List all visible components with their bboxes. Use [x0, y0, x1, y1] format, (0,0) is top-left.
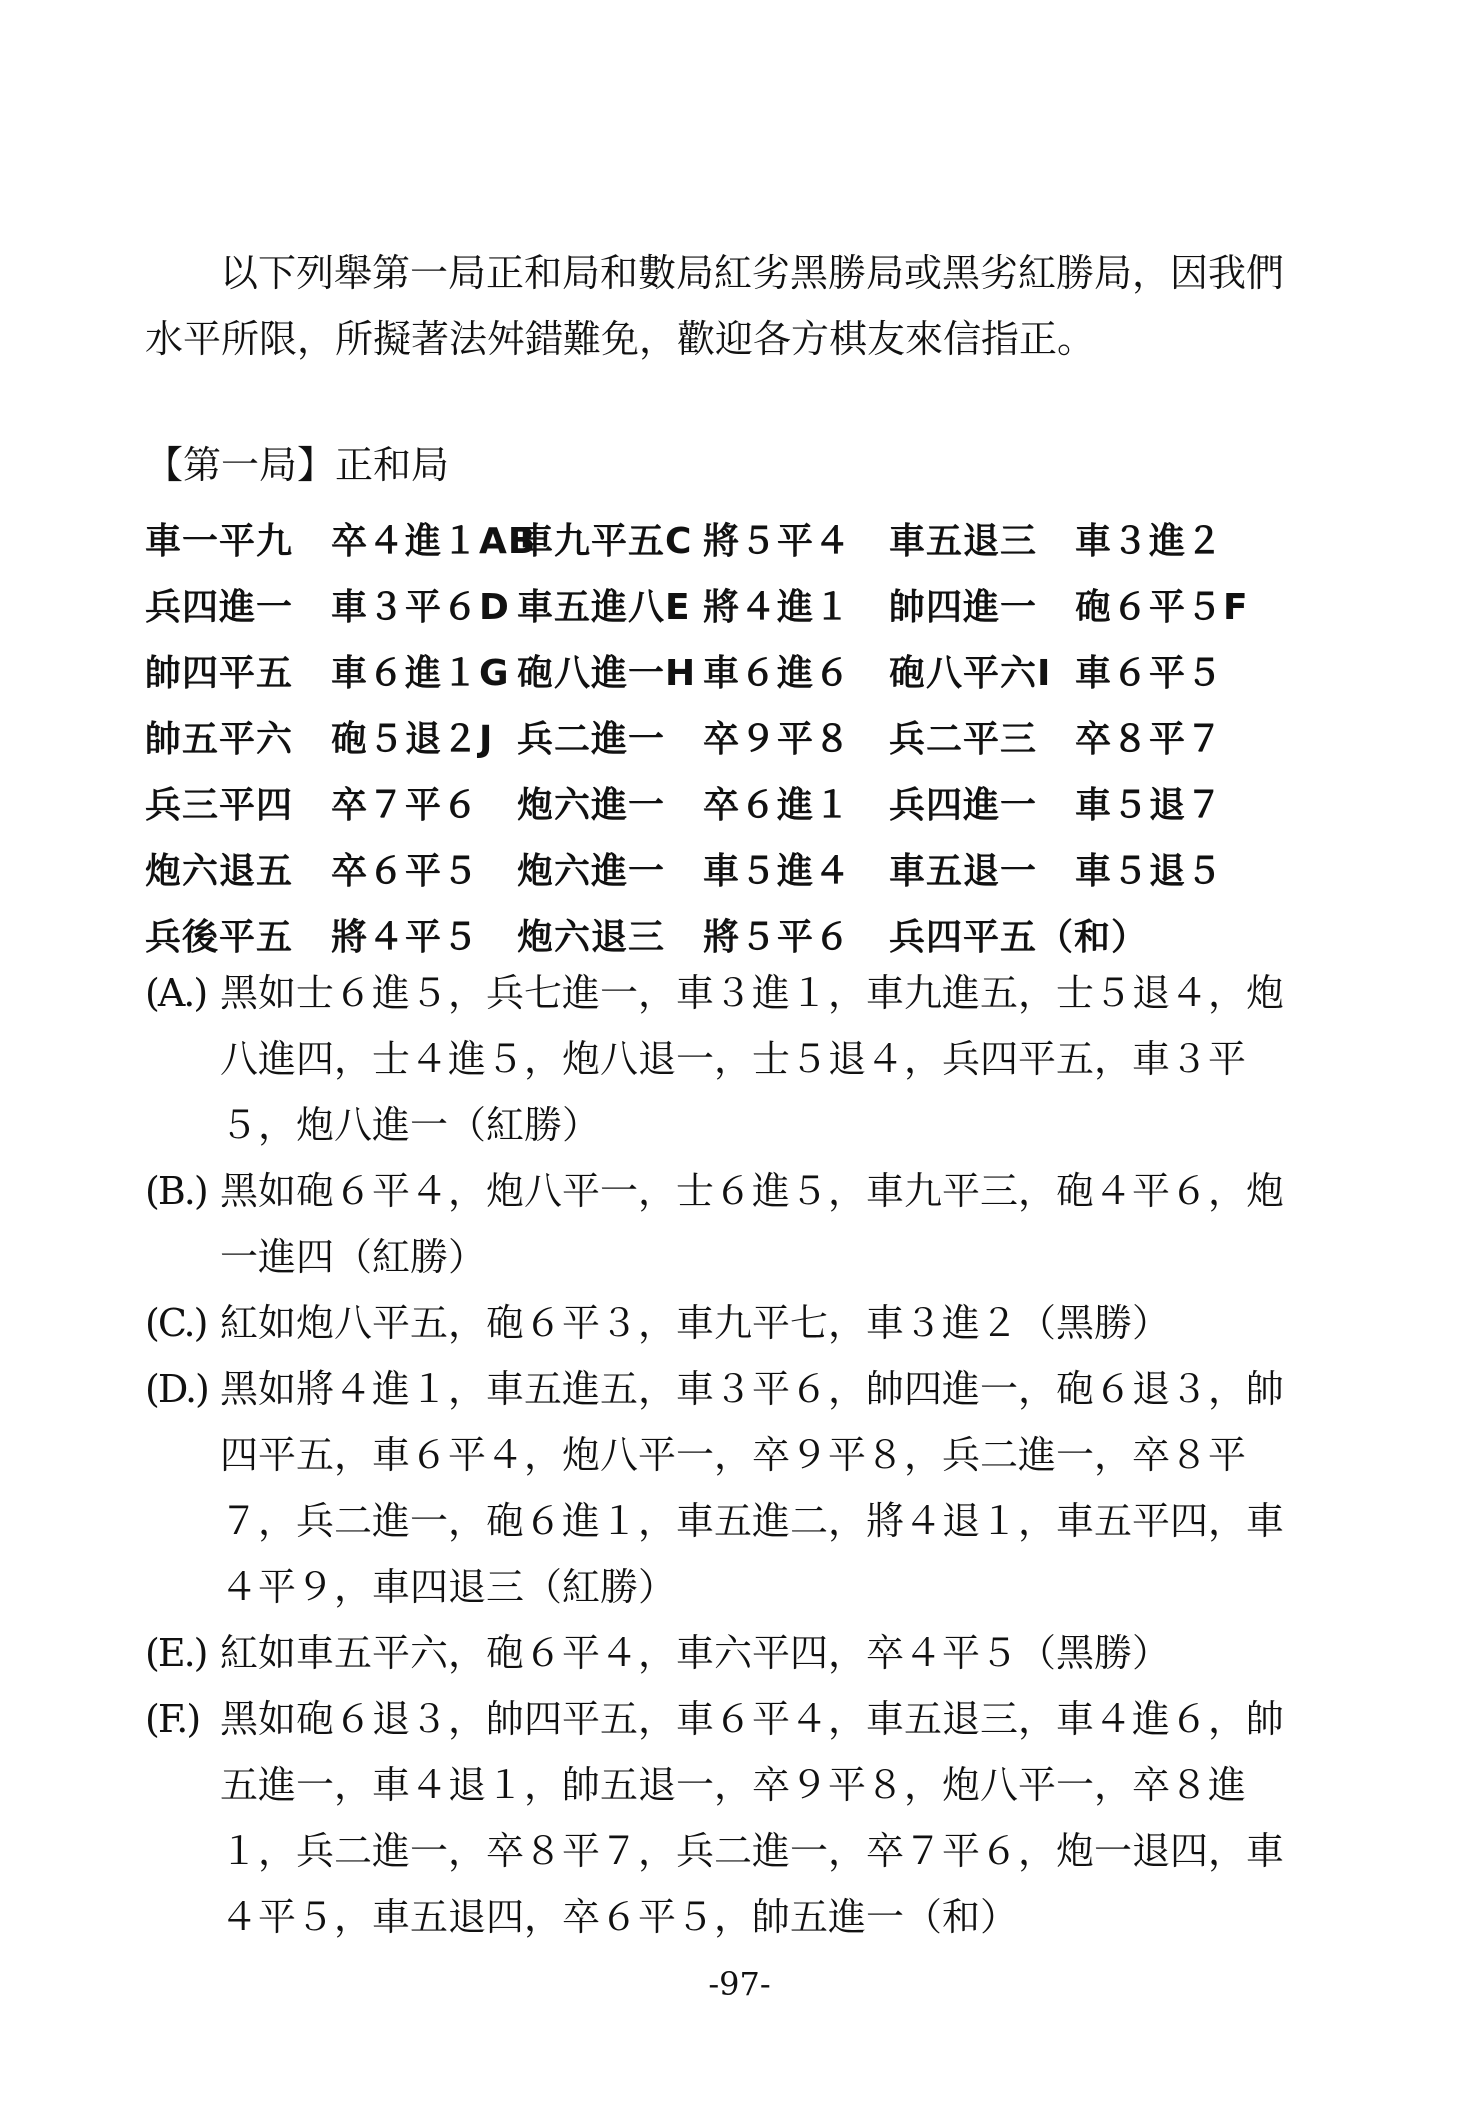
move: 兵四進一	[145, 586, 294, 628]
move: 帥四進一	[889, 586, 1038, 628]
note-tag: (A.)	[145, 971, 207, 1015]
move: 將４平５	[331, 916, 480, 958]
move-row	[145, 835, 1325, 901]
move: 兵三平四	[145, 784, 294, 826]
move: 將４進１	[703, 586, 852, 628]
note-f	[145, 1686, 1310, 1950]
note-text: 紅如炮八平五，砲６平３，車九平七，車３進２（黑勝）	[220, 1301, 1171, 1345]
move: 車３平６D	[331, 586, 510, 628]
move: 車九平五C	[517, 520, 693, 562]
move: 將５平４	[703, 520, 852, 562]
move: 卒６平５	[331, 850, 480, 892]
move: 車五進八E	[517, 586, 691, 628]
note-tag: (E.)	[145, 1631, 207, 1675]
move: 炮六退五	[145, 850, 294, 892]
move: 兵二平三	[889, 718, 1038, 760]
note-text: 黑如砲６平４，炮八平一，士６進５，車九平三，砲４平６，炮一進四（紅勝）	[220, 1169, 1285, 1279]
move: 炮六退三	[517, 916, 666, 958]
move: 車５進４	[703, 850, 852, 892]
game-heading: 【第一局】正和局	[145, 443, 450, 487]
move: 車五退三	[889, 520, 1038, 562]
note-text: 黑如砲６退３，帥四平五，車６平４，車五退三，車４進６，帥五進一，車４退１，帥五退一，卒９平８，炮八平一，卒８進１，兵二進一，卒８平７，兵二進一，卒７平６，炮一退四，車４平５，車五退四，卒６平５，帥五進一（和）	[220, 1697, 1285, 1939]
move: 車一平九	[145, 520, 294, 562]
note-c	[145, 1290, 1310, 1356]
move: 兵四平五（和）	[889, 916, 1149, 958]
move: 卒４進１AB	[331, 520, 537, 562]
intro-paragraph: 以下列舉第一局正和局和數局紅劣黑勝局或黑劣紅勝局，因我們水平所限，所擬著法舛錯難免，歡迎各方棋友來信指正。	[145, 251, 1285, 361]
note-tag: (B.)	[145, 1169, 207, 1213]
move: 帥四平五	[145, 652, 294, 694]
variation-notes	[145, 960, 1310, 1950]
note-tag: (F.)	[145, 1697, 200, 1741]
move: 車６進１G	[331, 652, 510, 694]
move: 車３進２	[1075, 520, 1224, 562]
move: 卒７平６	[331, 784, 480, 826]
move: 卒９平８	[703, 718, 852, 760]
move: 兵四進一	[889, 784, 1038, 826]
move: 車５退５	[1075, 850, 1224, 892]
move: 車５退７	[1075, 784, 1224, 826]
move: 兵二進一	[517, 718, 666, 760]
move: 車６平５	[1075, 652, 1224, 694]
move-row	[145, 901, 1325, 967]
move: 卒６進１	[703, 784, 852, 826]
move-row	[145, 571, 1325, 637]
move: 砲八平六I	[889, 652, 1052, 694]
move: 砲５退２J	[331, 718, 494, 760]
note-e	[145, 1620, 1310, 1686]
move: 炮六進一	[517, 784, 666, 826]
note-text: 紅如車五平六，砲６平４，車六平四，卒４平５（黑勝）	[220, 1631, 1171, 1675]
move: 炮六進一	[517, 850, 666, 892]
move: 帥五平六	[145, 718, 294, 760]
move: 車６進６	[703, 652, 852, 694]
note-b	[145, 1158, 1310, 1290]
note-text: 黑如士６進５，兵七進一，車３進１，車九進五，士５退４，炮八進四，士４進５，炮八退一，士５退４，兵四平五，車３平５，炮八進一（紅勝）	[220, 971, 1285, 1147]
move: 兵後平五	[145, 916, 294, 958]
move: 車五退一	[889, 850, 1038, 892]
move: 砲八進一H	[517, 652, 697, 694]
move-row	[145, 703, 1325, 769]
note-tag: (D.)	[145, 1367, 208, 1411]
move: 卒８平７	[1075, 718, 1224, 760]
move: 將５平６	[703, 916, 852, 958]
move: 砲６平５F	[1075, 586, 1249, 628]
move-list	[145, 505, 1325, 967]
note-a	[145, 960, 1310, 1158]
note-tag: (C.)	[145, 1301, 207, 1345]
move-row	[145, 637, 1325, 703]
move-row	[145, 505, 1325, 571]
note-d	[145, 1356, 1310, 1620]
page-number: -97-	[708, 1965, 771, 2003]
note-text: 黑如將４進１，車五進五，車３平６，帥四進一，砲６退３，帥四平五，車６平４，炮八平一，卒９平８，兵二進一，卒８平７，兵二進一，砲６進１，車五進二，將４退１，車五平四，車４平９，車四退三（紅勝）	[220, 1367, 1285, 1609]
move-row	[145, 769, 1325, 835]
